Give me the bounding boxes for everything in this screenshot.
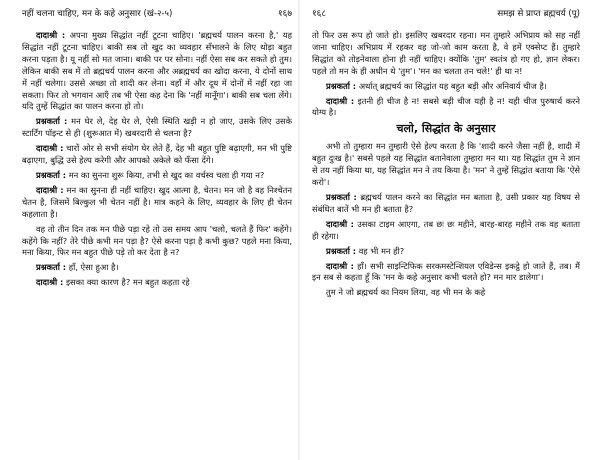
left-running-head xyxy=(22,8,292,20)
paragraph-text: मन घेर ले, देह घेर ले, ऐसी स्थिति खड़ी न हो जाए, उसके लिए उसके स्टार्टिंग पॉइन्ट से ही (शुरूआत में) खबरदारी से चलना है? xyxy=(22,116,293,139)
paragraph-text: तो फिर उस रूप हो जाते हो। इसलिए खबरदार रहना। मन तुम्हारे अभिप्राय को सह नहीं जाना चाहिए। अभिप्राय में रहकर वह जो-जो काम करता है, वे हमें एक्सेप्ट हैं। तुम्हारे सिद्धांत को तोड़नेवाला होना ही नहीं चाहिए। क्योंकि 'तुम' स्वतंत्र हो गए हो, ज्ञान लेकर। पहले तो मन के ही अधीन थे 'तुम'। 'मन का चलता तन चले!' ही था न! xyxy=(312,30,580,76)
speaker-label: प्रश्नकर्ता : xyxy=(326,245,357,256)
paragraph xyxy=(312,96,580,120)
paragraph xyxy=(312,219,580,243)
speaker-label: दादाश्री : xyxy=(326,218,354,229)
paragraph xyxy=(22,170,292,182)
right-page-number: १६८ xyxy=(312,9,327,19)
speaker-label: प्रश्नकर्ता : xyxy=(36,169,67,180)
speaker-label: प्रश्नकर्ता : xyxy=(326,80,357,91)
paragraph-text: अर्थात् ब्रह्मचर्य का सिद्धांत यह बहुत बड़ी और अनिवार्य चीज है। xyxy=(358,80,547,91)
paragraph xyxy=(22,224,292,260)
paragraph xyxy=(22,185,292,221)
speaker-label: दादाश्री : xyxy=(36,143,64,154)
paragraph xyxy=(312,30,580,78)
paragraph xyxy=(312,261,580,285)
speaker-label: प्रश्नकर्ता : xyxy=(326,191,357,202)
paragraph-text: चारों ओर से सभी संयोग घेर लेते हैं, देह भी बहुत पुष्टि बढ़ाएगी, मन भी पुष्टि बढ़ाएगा, बुद्धि उसे हेल्प करेगी और आपको अकेले को फँसा देंगे। xyxy=(22,143,293,166)
paragraph xyxy=(22,277,292,289)
paragraph-text: मन का सुनना शुरू किया, तभी से खुद का वर्चस्व चला ही गया न? xyxy=(68,169,265,180)
paragraph-text: अभी तो तुम्हारा मन तुम्हारी ऐसे हेल्प करता है कि 'शादी करने जैसा नहीं है, शादी में बहुत दुःख है।' सबसे पहले यह सिद्धांत बतानेवाला तुम्हारा मन था। यह सिद्धांत तुम ने ज्ञान से तय नहीं किया था, यह सिद्धांत मन ने तय किया है। 'मन' ने तुम्हें सिद्धांत बताया कि 'ऐसे करो'। xyxy=(312,141,580,188)
speaker-label: दादाश्री : xyxy=(326,95,355,106)
right-running-head xyxy=(312,8,580,20)
speaker-label: प्रश्नकर्ता : xyxy=(36,116,68,127)
paragraph-text: अपना मुख्य सिद्धांत नहीं टूटना चाहिए। 'ब्रह्मचर्य पालन करना है,' यह सिद्धांत नहीं टूटना चाहिए। बाकी सब तो खुद का व्यवहार सँभालने के लिए थोड़ा बहुत करना पड़ता है। यू नहीं सो मत जाना। बाकी पर पर सोना। नहीं ऐसा सब कर सकते हो तुम। लेकिन बाकी सब में तो ब्रह्मचर्य पालन करना और अब्रह्मचर्य का खोदा करना, ये दोनों साथ में नहीं चलेगा। उससे अच्छा तो शादी कर लेना। वहाँ में और दूध में दोनों में नहीं रहा जा सकता। फिर तो भगवान आएँ तब भी ऐसा कह देना कि 'नहीं मानूँगा'। बाकी सब चला लेंगे। यदि तुम्हें सिद्धांत का पालन करना हो तो। xyxy=(22,30,293,112)
paragraph xyxy=(22,30,292,113)
paragraph-text: वह भी मन ही? xyxy=(358,245,405,256)
paragraph xyxy=(312,192,580,216)
paragraph-text: वह तो तीन दिन तक मन पीछे पड़ा रहे तो उस समय आप 'चलो, चलते हैं फिर' कहेंगे। कहेंगे कि नहीं? तेरे पीछे कभी मन पड़ा है? ऐसे करना पड़ा है कभी कुछ? पहले मना किया, मना किया, फिर मन बहुत पीछे पड़े तो कर देता है न? xyxy=(22,223,292,258)
speaker-label: दादाश्री : xyxy=(36,184,64,195)
paragraph xyxy=(22,262,292,274)
speaker-label: दादाश्री : xyxy=(326,260,354,271)
paragraph xyxy=(312,81,580,93)
paragraph xyxy=(312,141,580,189)
paragraph-text: हाँ। सभी साइन्टिफिक सरकमस्टेन्शियल एविडेन्स इकट्ठे हो जाते हैं, तब। मैं इन सब से कहता हूँ कि 'मन के कहे अनुसार कभी चलते हो? मन मार डालेगा'। xyxy=(312,260,580,283)
right-header-title: समझ से प्राप्त ब्रह्मचर्य (पू) xyxy=(497,9,580,19)
paragraph-text: इसका क्या कारण है? मन बहुत कहता रहे xyxy=(65,277,190,288)
paragraph xyxy=(312,287,580,299)
speaker-label: प्रश्नकर्ता : xyxy=(36,262,67,273)
paragraph xyxy=(312,246,580,258)
section-heading: चलो, सिद्धांत के अनुसार xyxy=(396,122,496,136)
paragraph xyxy=(22,116,292,140)
paragraph xyxy=(22,143,292,167)
paragraph-text: इतनी ही चीज है न! सबसे बड़ी चीज यही है न! यही चीज पुरुषार्थ करने योग्य है। xyxy=(312,95,580,118)
paragraph-text: उसका टाइम आएगा, तब छः छः महीने, बारह-बारह महीने तक वह बताता ही रहेगा। xyxy=(312,218,580,241)
left-header-title: नहीं चलना चाहिए, मन के कहे अनुसार (खं-२-५) xyxy=(22,9,173,19)
right-page xyxy=(300,0,600,460)
paragraph-text: मन का सुनना ही नहीं चाहिए। खुद आत्मा है, चेतन। मन जो है वह निश्चेतन चेतन है, जिसमें बिल्कुल भी चेतन नहीं है। मात्र कहने के लिए, व्यवहार के लिए ही चेतन कहलाता है। xyxy=(22,184,292,219)
speaker-label: दादाश्री : xyxy=(36,277,64,288)
speaker-label: दादाश्री : xyxy=(36,30,66,40)
paragraph-text: हाँ, ऐसा हुआ है। xyxy=(68,262,119,273)
paragraph-text: ब्रह्मचर्य पालन करने का सिद्धांत मन बताता है, उसी प्रकार यह विषय से संबंधित बातें भी मन ही बताता है? xyxy=(312,191,581,214)
paragraph-text: तुम ने जो ब्रह्मचर्य का नियम लिया, वह भी मन के कहे xyxy=(326,287,486,298)
left-page-number: १६७ xyxy=(277,9,292,19)
